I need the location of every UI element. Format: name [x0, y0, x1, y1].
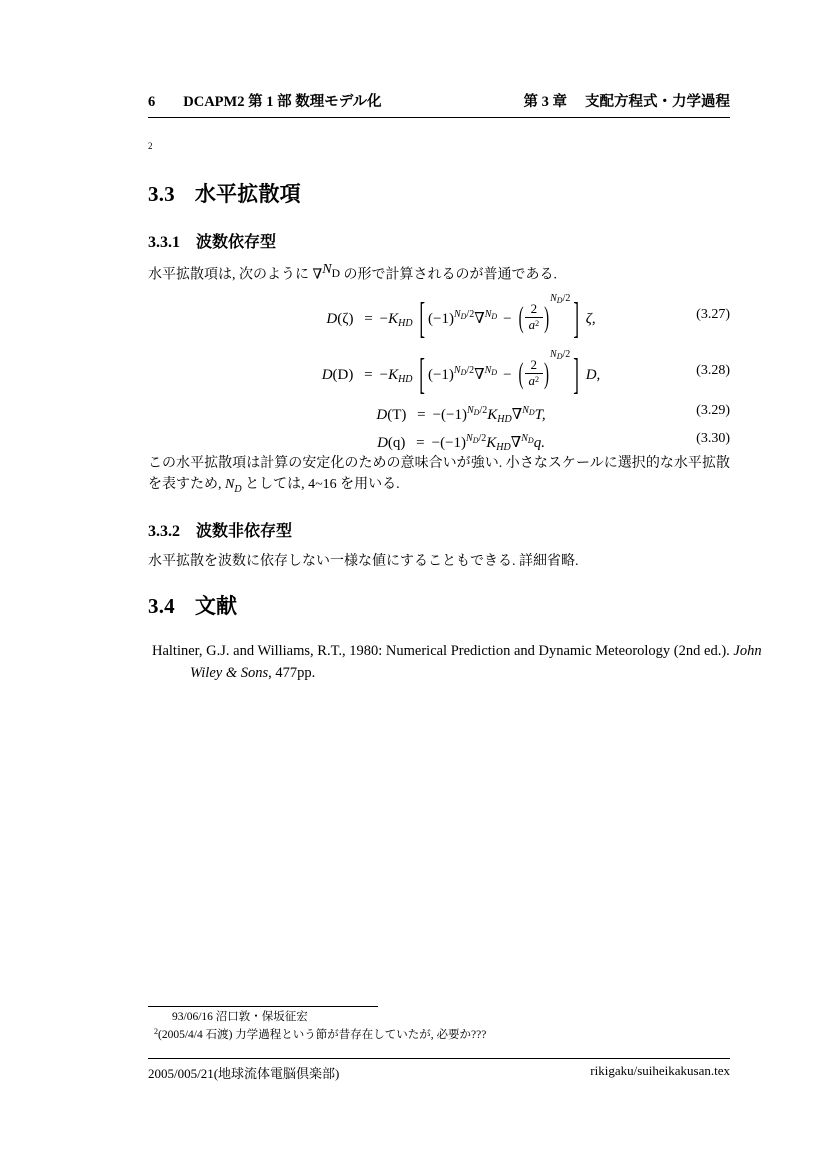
paragraph-text: の形で計算されるのが普通である.: [340, 267, 558, 283]
section-title: 文献: [194, 594, 238, 618]
footnote-text: (2005/4/4 石渡) 力学過程という節が昔存在していたが, 必要か???: [158, 1028, 487, 1041]
exponent-half: /2: [479, 405, 488, 416]
exponent-half: /2: [466, 365, 475, 376]
fraction: [525, 302, 544, 333]
exponent-base: N: [484, 365, 492, 376]
exponent-base: N: [484, 309, 492, 320]
left-bracket: [: [419, 293, 426, 342]
exponent-base: N: [550, 349, 557, 360]
nabla-operator: ∇: [511, 407, 523, 423]
reference-publisher: John Wiley & Sons: [190, 643, 762, 681]
subsection-title: 波数依存型: [196, 234, 277, 251]
exponent-sub: D: [556, 296, 563, 305]
footnote-line-2: [148, 1025, 730, 1043]
coefficient-subscript: HD: [497, 414, 512, 425]
exponent-base: N: [453, 365, 461, 376]
exponent-half: /2: [562, 349, 571, 360]
cal-d-symbol: D: [376, 407, 388, 423]
exponent-half: /2: [466, 309, 475, 320]
fraction-numerator: 2: [530, 301, 538, 317]
header-chapter-label: 第 3 章: [523, 94, 567, 110]
section-number: 3.4: [148, 594, 175, 618]
cal-d-symbol: D: [377, 435, 388, 451]
fraction-numerator: 2: [530, 357, 538, 373]
equation-3-29: [148, 398, 730, 424]
reference-pages: , 477pp.: [268, 665, 316, 681]
nabla-operator: ∇: [510, 435, 522, 451]
fraction-denominator: a: [528, 373, 536, 389]
page-footer: [148, 1063, 730, 1082]
footnote-line-1: 93/06/16 沼口敦・保坂征宏: [172, 1011, 308, 1023]
equation-argument: (D): [332, 367, 354, 383]
equation-tail-variable: T,: [534, 407, 546, 423]
reference-text: Haltiner, G.J. and Williams, R.T., 1980: Numerical Prediction and Dynamic Meteorology (2nd ed.).: [152, 643, 734, 659]
diffusion-coefficient: K: [487, 407, 498, 423]
footnotes: [148, 1010, 730, 1042]
neg-one: (−1): [440, 435, 467, 451]
equation-argument: (ζ): [337, 311, 354, 327]
header-chapter-title: 支配方程式・力学過程: [585, 94, 730, 110]
exponent-half: /2: [562, 293, 571, 304]
equation-argument: (T): [387, 407, 407, 423]
subsection-number: 3.3.2: [148, 523, 180, 540]
equation-number: (3.28): [696, 363, 730, 378]
minus-sign: −: [379, 367, 389, 383]
left-paren: (: [518, 302, 524, 335]
nabla-operator: ∇: [474, 367, 485, 383]
inline-variable-sub: D: [234, 483, 242, 495]
neg-one: (−1): [428, 311, 454, 327]
equation-tail-variable: D,: [585, 367, 601, 383]
footer-right: rikigaku/suiheikakusan.tex: [590, 1063, 730, 1078]
right-bracket: ]: [573, 293, 580, 342]
section-title: 水平拡散項: [194, 182, 301, 206]
fraction-denominator-exp: 2: [535, 319, 540, 329]
exponent-sub: D: [528, 408, 535, 417]
exponent-base: N: [453, 309, 461, 320]
diffusion-coefficient: K: [388, 367, 399, 383]
inline-variable: N: [225, 477, 235, 492]
subsection-heading-3-3-2: [148, 518, 730, 541]
equation-3-30: [148, 426, 730, 452]
minus-sign: −: [379, 311, 389, 327]
footnote-mark-2: 2: [154, 1026, 158, 1036]
minus-sign: −: [431, 435, 441, 451]
minus-sign: −: [432, 407, 442, 423]
exponent-base: N: [522, 405, 529, 416]
equation-tail-variable: q.: [533, 435, 545, 451]
exponent-sub: D: [460, 368, 467, 377]
section-heading-3-3: [148, 178, 730, 208]
footnote-rule: [148, 1006, 378, 1007]
cal-d-symbol: D: [326, 311, 338, 327]
equation-3-27: [148, 287, 730, 343]
exponent-sub: D: [473, 408, 480, 417]
inline-exponent-sub: D: [331, 266, 341, 280]
subsection-title: 波数非依存型: [196, 523, 293, 540]
diffusion-coefficient: K: [388, 311, 399, 327]
coefficient-subscript: HD: [496, 442, 511, 453]
exponent-base: N: [466, 433, 473, 444]
right-paren: ): [544, 302, 550, 335]
equation-number: (3.29): [696, 403, 730, 418]
fraction-denominator: a: [528, 317, 536, 333]
equation-argument: (q): [387, 435, 406, 451]
equals-sign: =: [417, 407, 426, 423]
exponent-base: N: [467, 405, 474, 416]
minus-sign: −: [503, 311, 512, 327]
exponent-sub: D: [527, 436, 534, 445]
page-number: 6: [148, 94, 156, 110]
fraction: [525, 358, 544, 389]
equation-number: (3.30): [696, 431, 730, 446]
equals-sign: =: [364, 367, 373, 383]
paragraph-text: 水平拡散項は, 次のように: [148, 267, 313, 283]
neg-one: (−1): [441, 407, 467, 423]
paragraph-text: としては, 4~16 を用いる.: [241, 477, 400, 492]
exponent-sub: D: [460, 312, 467, 321]
exponent-sub: D: [491, 312, 498, 321]
paragraph-text: この水平拡散項は計算の安定化のための意味合いが強い. 小さなスケールに選択的な水平拡散を表すため,: [148, 456, 730, 492]
equation-tail-variable: ζ,: [585, 311, 596, 327]
subsection-heading-3-3-1: [148, 229, 730, 252]
coefficient-subscript: HD: [398, 374, 413, 385]
diffusion-coefficient: K: [486, 435, 497, 451]
footnote-reference-mark: 2: [148, 141, 153, 151]
right-bracket: ]: [573, 349, 579, 398]
paragraph-wavenumber-intro: [148, 259, 730, 286]
exponent-sub: D: [556, 352, 563, 361]
footer-left: 2005/005/21(地球流体電脳倶楽部): [148, 1066, 340, 1081]
paragraph-stabilization: [148, 453, 730, 500]
exponent-sub: D: [491, 368, 498, 377]
fraction-denominator-exp: 2: [535, 375, 540, 385]
footer-rule: [148, 1058, 730, 1059]
left-bracket: [: [419, 349, 425, 398]
exponent-sub: D: [472, 436, 479, 445]
equation-3-28: [148, 343, 730, 399]
minus-sign: −: [503, 367, 512, 383]
exponent-half: /2: [478, 433, 487, 444]
header-left-title: DCAPM2 第 1 部 数理モデル化: [183, 94, 382, 110]
page-header: [148, 90, 730, 118]
inline-nabla: ∇: [312, 267, 323, 283]
reference-entry: [148, 640, 772, 684]
neg-one: (−1): [427, 367, 454, 383]
coefficient-subscript: HD: [398, 318, 413, 329]
equals-sign: =: [364, 311, 373, 327]
subsection-number: 3.3.1: [148, 234, 180, 251]
equation-number: (3.27): [696, 307, 730, 322]
equals-sign: =: [416, 435, 425, 451]
exponent-base: N: [550, 293, 557, 304]
inline-exponent: N: [322, 262, 332, 277]
section-number: 3.3: [148, 182, 175, 206]
left-paren: (: [518, 358, 524, 391]
paragraph-uniform-diffusion: 水平拡散を波数に依存しない一様な値にすることもできる. 詳細省略.: [148, 554, 579, 569]
section-heading-3-4: [148, 590, 730, 620]
cal-d-symbol: D: [321, 367, 333, 383]
exponent-base: N: [521, 433, 528, 444]
nabla-operator: ∇: [474, 311, 485, 327]
right-paren: ): [544, 358, 550, 391]
